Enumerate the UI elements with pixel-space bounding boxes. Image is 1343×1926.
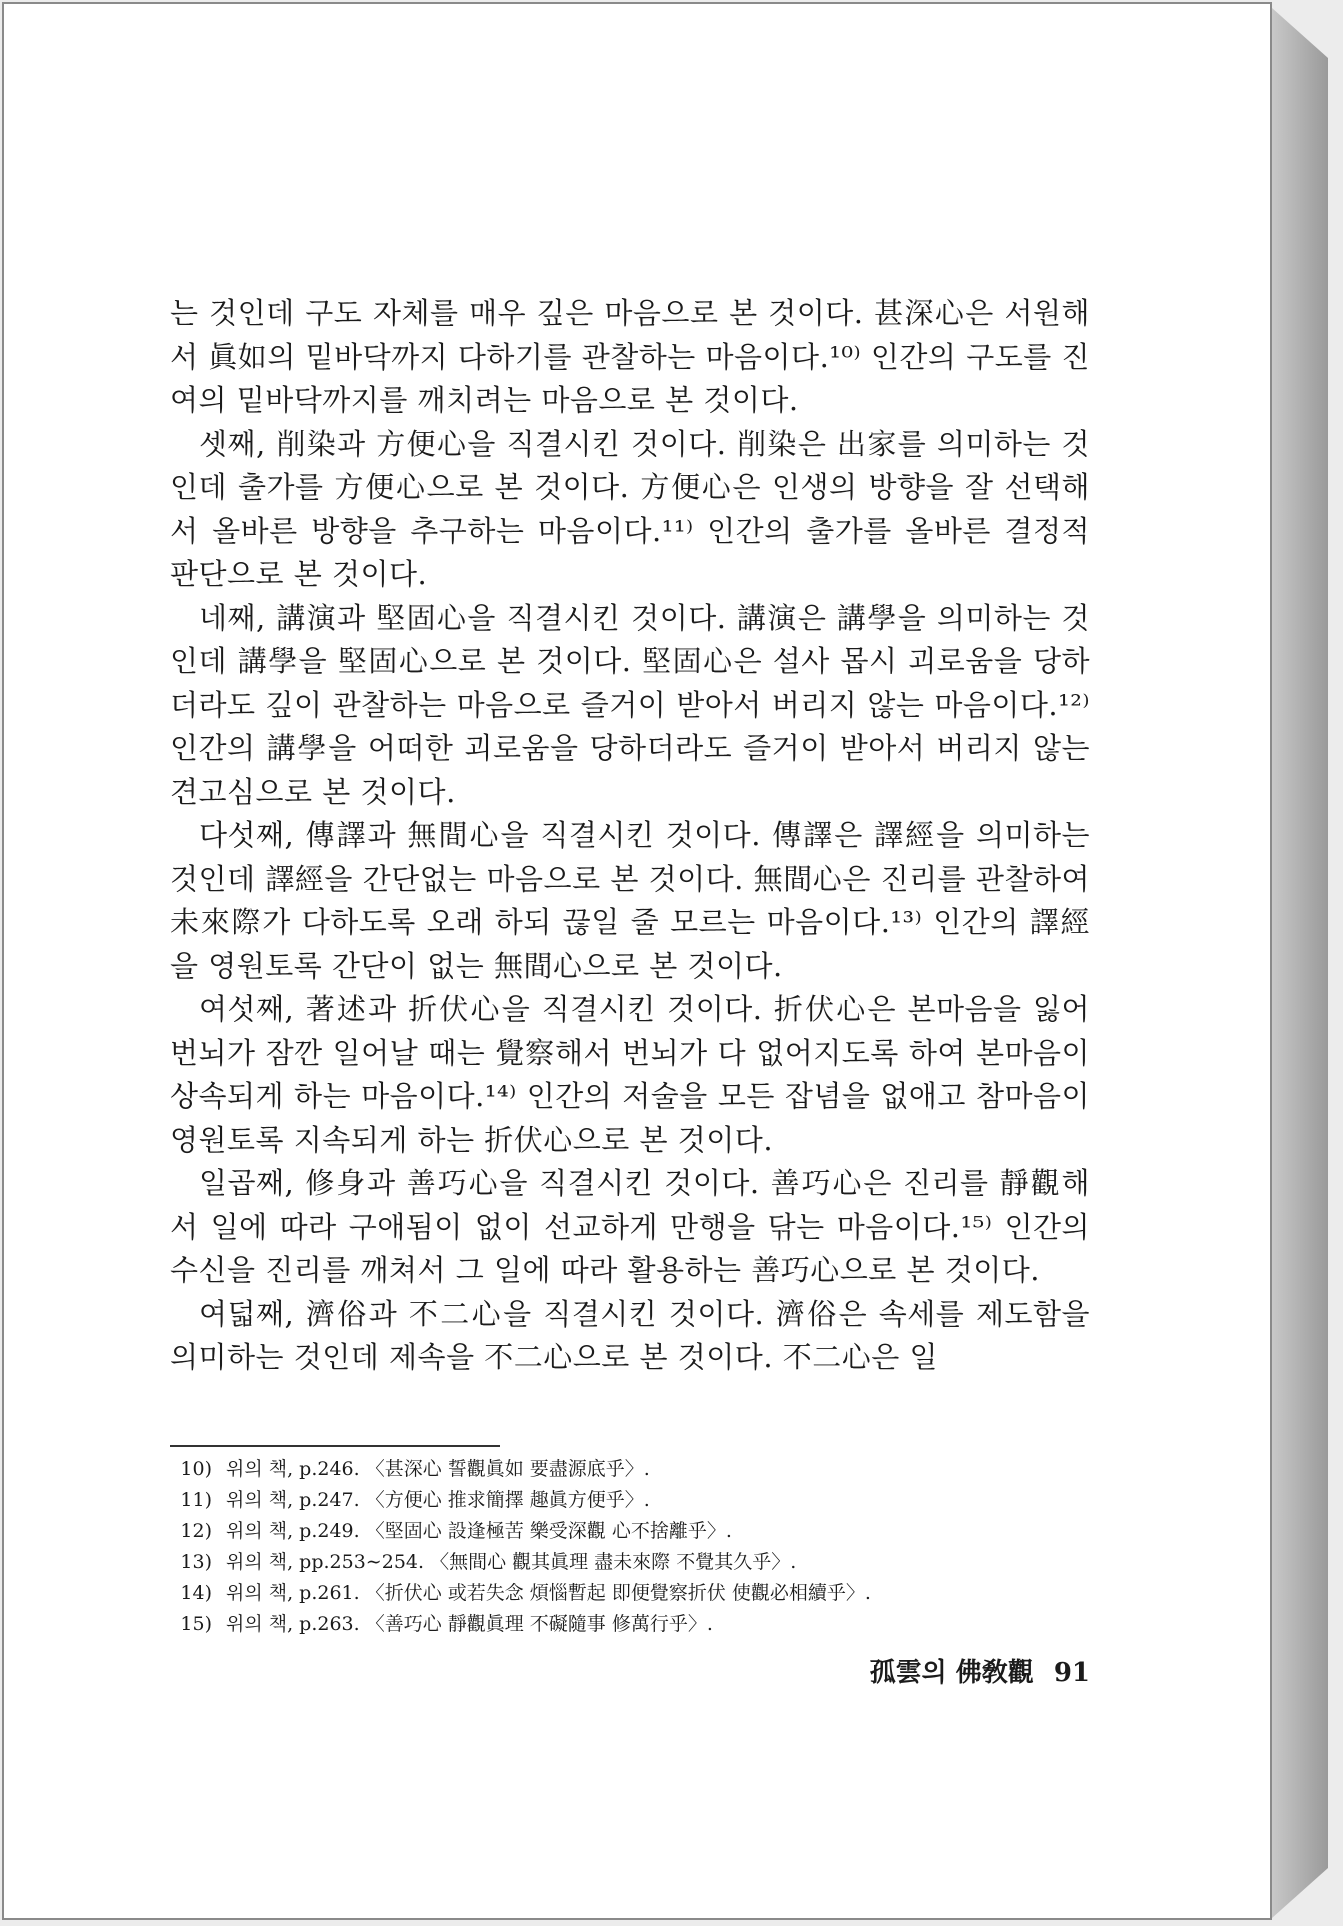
footnotes [170, 1454, 1090, 1640]
footnote [170, 1547, 1090, 1578]
paragraph: 일곱째, 修身과 善巧心을 직결시킨 것이다. 善巧心은 진리를 靜觀해서 일에 따라 구애됨이 없이 선교하게 만행을 닦는 마음이다.¹⁵⁾ 인간의 수신을 진리를 깨쳐서 그 일에 따라 활용하는 善巧心으로 본 것이다. [170, 1166, 1090, 1287]
footnote-number: 14) [180, 1582, 212, 1604]
footnote-text: 위의 책, pp.253∼254. 〈無間心 觀其眞理 盡未來際 不覺其久乎〉. [226, 1551, 797, 1573]
footnote-number: 10) [180, 1458, 212, 1480]
footnote-divider [170, 1445, 500, 1447]
footnote-number: 15) [180, 1613, 212, 1635]
footnote [170, 1485, 1090, 1516]
footnote [170, 1516, 1090, 1547]
footnote-number: 13) [180, 1551, 212, 1573]
paragraph: 네째, 講演과 堅固心을 직결시킨 것이다. 講演은 講學을 의미하는 것인데 講學을 堅固心으로 본 것이다. 堅固心은 설사 몹시 괴로움을 당하더라도 깊이 관찰하는 마음으로 즐거이 받아서 버리지 않는 마음이다.¹²⁾ 인간의 講學을 어떠한 괴로움을 당하더라도 즐거이 받아서 버리지 않는 견고심으로 본 것이다. [170, 600, 1090, 809]
footnote-number: 11) [180, 1489, 212, 1511]
running-title: 孤雲의 佛敎觀 [869, 1658, 1034, 1688]
paragraph: 여덟째, 濟俗과 不二心을 직결시킨 것이다. 濟俗은 속세를 제도함을 의미하는 것인데 제속을 不二心으로 본 것이다. 不二心은 일 [170, 1296, 1090, 1374]
paragraph: 다섯째, 傳譯과 無間心을 직결시킨 것이다. 傳譯은 譯經을 의미하는 것인데 譯經을 간단없는 마음으로 본 것이다. 無間心은 진리를 관찰하여 未來際가 다하도록 오래 하되 끊일 줄 모르는 마음이다.¹³⁾ 인간의 譯經을 영원토록 간단이 없는 無間心으로 본 것이다. [170, 818, 1090, 983]
paragraph: 셋째, 削染과 方便心을 직결시킨 것이다. 削染은 出家를 의미하는 것인데 출가를 方便心으로 본 것이다. 方便心은 인생의 방향을 잘 선택해서 올바른 방향을 추구하는 마음이다.¹¹⁾ 인간의 출가를 올바른 결정적 판단으로 본 것이다. [170, 426, 1090, 591]
body-text [170, 292, 1090, 1380]
book-spine-edge [1272, 8, 1328, 1918]
footnote-number: 12) [180, 1520, 212, 1542]
page-number: 91 [1053, 1658, 1090, 1688]
footnote [170, 1454, 1090, 1485]
footnote [170, 1609, 1090, 1640]
footnote-text: 위의 책, p.249. 〈堅固心 設逢極苦 樂受深觀 心不捨離乎〉. [226, 1520, 732, 1542]
running-footer [830, 1652, 1090, 1689]
paragraph: 여섯째, 著述과 折伏心을 직결시킨 것이다. 折伏心은 본마음을 잃어 번뇌가 잠깐 일어날 때는 覺察해서 번뇌가 다 없어지도록 하여 본마음이 상속되게 하는 마음이다.¹⁴⁾ 인간의 저술을 모든 잡념을 없애고 참마음이 영원토록 지속되게 하는 折伏心으로 본 것이다. [170, 992, 1090, 1157]
footnote [170, 1578, 1090, 1609]
footnote-text: 위의 책, p.261. 〈折伏心 或若失念 煩惱暫起 即便覺察折伏 使觀必相續乎〉. [226, 1582, 871, 1604]
footnote-text: 위의 책, p.246. 〈甚深心 誓觀眞如 要盡源底乎〉. [226, 1458, 650, 1480]
footnote-text: 위의 책, p.263. 〈善巧心 靜觀眞理 不礙隨事 修萬行乎〉. [226, 1613, 713, 1635]
paragraph: 는 것인데 구도 자체를 매우 깊은 마음으로 본 것이다. 甚深心은 서원해서 眞如의 밑바닥까지 다하기를 관찰하는 마음이다.¹⁰⁾ 인간의 구도를 진여의 밑바닥까지를 깨치려는 마음으로 본 것이다. [170, 296, 1090, 417]
footnote-text: 위의 책, p.247. 〈方便心 推求簡擇 趣眞方便乎〉. [226, 1489, 650, 1511]
